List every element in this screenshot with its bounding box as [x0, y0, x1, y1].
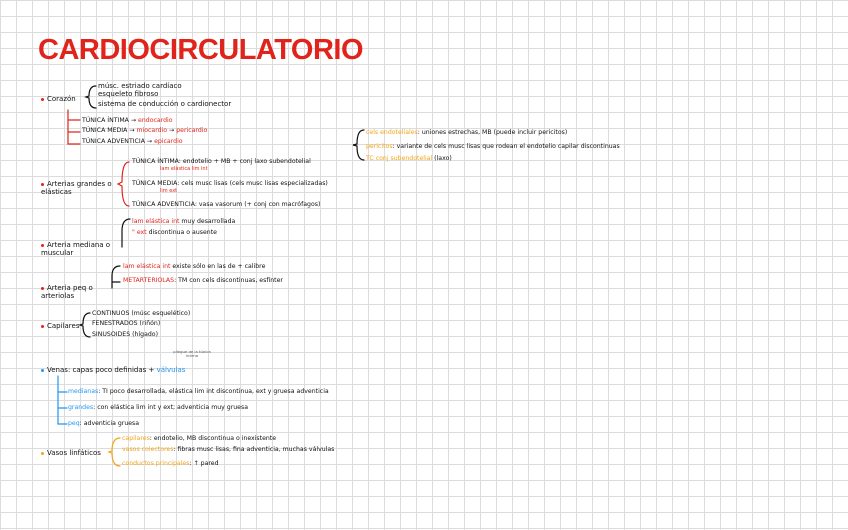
valvulas-label: válvulas [156, 366, 186, 374]
detail-label: cels endoteliales [366, 129, 418, 136]
ag-lam-int: lam elástica lim int [160, 166, 208, 172]
vena-item [68, 420, 139, 427]
ap-red: lam elástica int [123, 263, 171, 270]
capilares-text: Capilares [47, 322, 80, 330]
corazon-item: esqueleto fibroso [98, 90, 159, 98]
vena-text: : adventicia gruesa [79, 420, 140, 427]
corazon-brace [86, 84, 98, 110]
tunica-label: TÚNICA ÍNTIMA [82, 117, 129, 124]
linfatico-label: capilares [122, 435, 150, 442]
linfatico-text: : ↑ pared [189, 460, 219, 467]
corazon-item: músc. estriado cardíaco [98, 82, 182, 90]
intima-detail-item [366, 129, 567, 136]
am-line [132, 218, 235, 225]
detail-text: : uniones estrechas, MB (puede incluir pericitos) [417, 129, 568, 136]
intima-detail-brace [352, 128, 366, 162]
tunica-media: TÚNICA MEDIA → miocardio → pericardio [82, 127, 208, 134]
arteria-peq-text: Arteria peq o arteriolas [41, 284, 93, 300]
arterias-grandes-text: Arterias grandes o elásticas [41, 180, 112, 196]
corazon-item: sistema de conducción o cardionector [98, 100, 232, 108]
vena-label: peq [68, 420, 80, 427]
am-text: discontinua o ausente [148, 229, 217, 236]
bullet-dot [41, 98, 44, 101]
bullet-dot [41, 325, 44, 328]
ag-intima: TÚNICA ÍNTIMA: endotelio + MB + conj laxo subendotelial [132, 158, 311, 165]
arteria-peq-label [41, 284, 107, 300]
arterias-grandes-brace [117, 160, 131, 208]
linfatico-item [122, 446, 334, 453]
ag-media: TÚNICA MEDIA: cels musc lisas (cels musc lisas especializadas) [132, 180, 328, 187]
corazon-label [41, 95, 76, 103]
tunica-value: epicardio [154, 138, 183, 145]
am-red: " ext [132, 229, 147, 236]
venas-label-text: Venas [47, 366, 68, 374]
page-title: CARDIOCIRCULATORIO [38, 34, 364, 66]
am-line [132, 229, 217, 236]
tunica-adventicia: TÚNICA ADVENTICIA → epicardio [82, 138, 183, 145]
vena-text: : TI poco desarrollada, elástica lim int discontinua, ext y gruesa adventicia [98, 388, 329, 395]
linfatico-item [122, 435, 276, 442]
tunica-label: TÚNICA MEDIA [82, 127, 128, 134]
vena-item [68, 404, 248, 411]
bullet-dot [41, 244, 44, 247]
am-red: lam elástica int [132, 218, 180, 225]
tunicas-connector [66, 110, 82, 148]
intima-detail-item [366, 143, 620, 150]
detail-label: pericitos [366, 143, 393, 150]
linfaticos-label [41, 449, 101, 457]
bullet-dot [41, 369, 44, 372]
ap-line [123, 263, 265, 270]
venas-text: : capas poco definidas + [67, 366, 155, 374]
vena-label: medianas [68, 388, 99, 395]
valvulas-note: pliegue de la túnica íntima [173, 349, 211, 358]
tunica-value: miocardio [136, 127, 168, 134]
ag-lim-ext: lim ext [160, 188, 178, 194]
linfatico-label: conductos principales [122, 460, 190, 467]
arteria-mediana-text: Arteria mediana o muscular [41, 241, 111, 257]
corazon-label-text: Corazón [47, 95, 76, 103]
bullet-dot [41, 452, 44, 455]
linfatico-label: vasos colectores [122, 446, 174, 453]
pericardio-label: pericardio [176, 127, 208, 134]
capilar-item: SINUSOIDES (hígado) [92, 331, 159, 338]
vena-text: : con elástica lim int y ext; adventicia muy gruesa [93, 404, 248, 411]
vena-item [68, 388, 329, 395]
linfatico-item [122, 460, 219, 467]
venas-connector [55, 376, 69, 426]
tunica-value: endocardio [138, 117, 173, 124]
ap-text: existe sólo en las de + calibre [172, 263, 266, 270]
linfaticos-brace [108, 436, 122, 468]
arteria-peq-brace [106, 264, 122, 290]
capilares-label [41, 322, 79, 330]
ap-red: METARTERIOLAS [123, 277, 175, 284]
tunica-label: TÚNICA ADVENTICIA [82, 138, 145, 145]
capilares-brace [80, 311, 92, 339]
detail-label: TC conj subendotelial [366, 155, 433, 162]
ag-adventicia: TÚNICA ADVENTICIA: vasa vasorum (+ conj con macrófagos) [132, 201, 321, 208]
venas-label [41, 366, 185, 374]
arteria-mediana-label [41, 241, 121, 257]
detail-text: (laxo) [434, 155, 452, 162]
intima-detail-item [366, 155, 452, 162]
capilar-item: FENESTRADOS (riñón) [92, 320, 161, 327]
am-text: muy desarrollada [181, 218, 236, 225]
bullet-dot [41, 183, 44, 186]
ap-line [123, 277, 283, 284]
linfaticos-label-text: Vasos linfáticos [47, 449, 101, 457]
linfatico-text: : endotelio, MB discontinua o inexistente [149, 435, 277, 442]
ap-text: : TM con cels discontinuas, esfínter [174, 277, 283, 284]
capilar-item: CONTINUOS (músc esquelético) [92, 310, 191, 317]
linfatico-text: : fibras musc lisas, fina adventicia, muchas válvulas [173, 446, 335, 453]
detail-text: : variante de cels musc lisas que rodean el endotelio capilar discontinuas [392, 143, 620, 150]
tunica-intima: TÚNICA ÍNTIMA → endocardio [82, 117, 173, 124]
arterias-grandes-label [41, 180, 117, 196]
bullet-dot [41, 287, 44, 290]
vena-label: grandes [68, 404, 94, 411]
